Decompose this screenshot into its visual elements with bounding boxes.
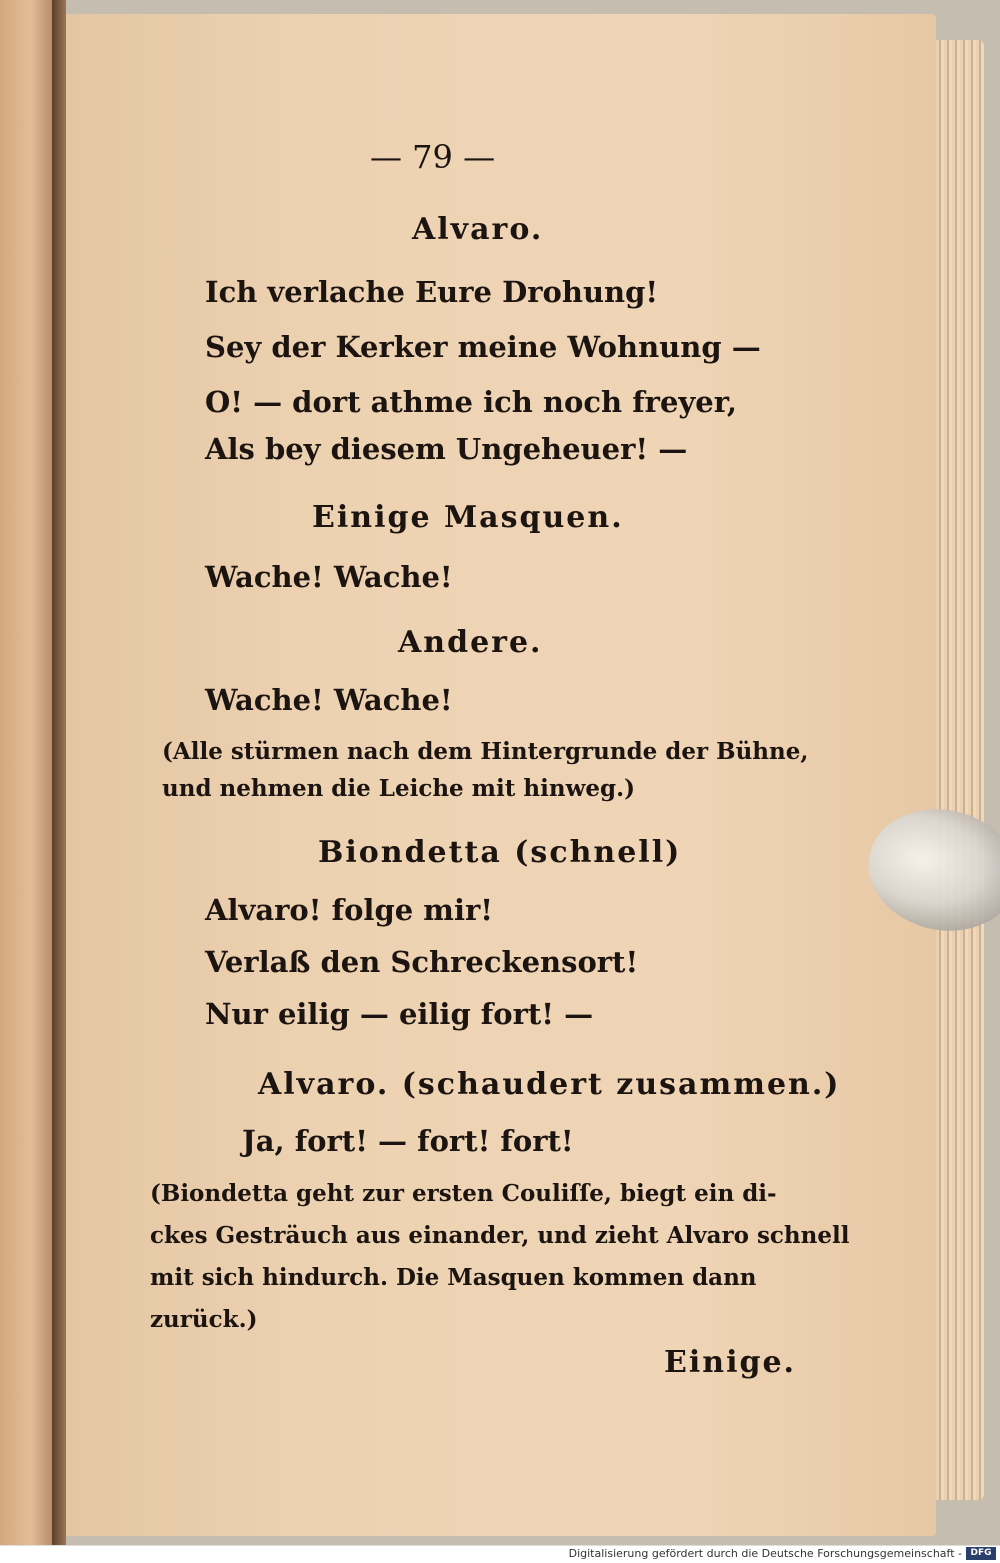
page-edges bbox=[936, 40, 984, 1500]
book-gutter bbox=[52, 0, 66, 1545]
stage-direction: und nehmen die Leiche mit hinweg.) bbox=[162, 775, 635, 802]
page-number: — 79 — bbox=[370, 138, 496, 176]
speaker-biondetta: Biondetta (schnell) bbox=[318, 835, 682, 870]
speaker-alvaro: Alvaro. bbox=[412, 212, 544, 247]
verse-line: Alvaro! folge mir! bbox=[205, 893, 493, 927]
stage-direction: zurück.) bbox=[150, 1306, 258, 1333]
verse-line: Wache! Wache! bbox=[205, 683, 453, 717]
stage-direction: (Biondetta geht zur ersten Couliſſe, biegt ein di- bbox=[150, 1180, 777, 1207]
verse-line: Ich verlache Eure Drohung! bbox=[205, 275, 659, 309]
speaker-einige-masquen: Einige Masquen. bbox=[312, 500, 624, 535]
verse-line: Nur eilig — eilig fort! — bbox=[205, 997, 594, 1031]
stage-direction: mit sich hindurch. Die Masquen kommen dann bbox=[150, 1264, 757, 1291]
footer-bar bbox=[0, 1545, 1000, 1563]
verse-line: Wache! Wache! bbox=[205, 560, 453, 594]
footer-credit: Digitalisierung gefördert durch die Deutsche Forschungsgemeinschaft - bbox=[568, 1547, 962, 1560]
speaker-andere: Andere. bbox=[398, 625, 543, 660]
left-page-edge bbox=[0, 0, 52, 1545]
speaker-alvaro-2: Alvaro. (schaudert zusammen.) bbox=[258, 1067, 841, 1102]
verse-line: O! — dort athme ich noch freyer, bbox=[205, 385, 737, 419]
dfg-logo-icon: DFG bbox=[966, 1547, 996, 1560]
stage-direction: (Alle stürmen nach dem Hintergrunde der Bühne, bbox=[162, 738, 809, 765]
verse-line: Als bey diesem Ungeheuer! — bbox=[205, 432, 688, 466]
stage-direction: ckes Gesträuch aus einander, und zieht Alvaro schnell bbox=[150, 1222, 850, 1249]
verse-line: Ja, fort! — fort! fort! bbox=[242, 1124, 574, 1158]
verse-line: Sey der Kerker meine Wohnung — bbox=[205, 330, 761, 364]
catchword: Einige. bbox=[664, 1345, 796, 1380]
verse-line: Verlaß den Schreckensort! bbox=[205, 945, 639, 979]
